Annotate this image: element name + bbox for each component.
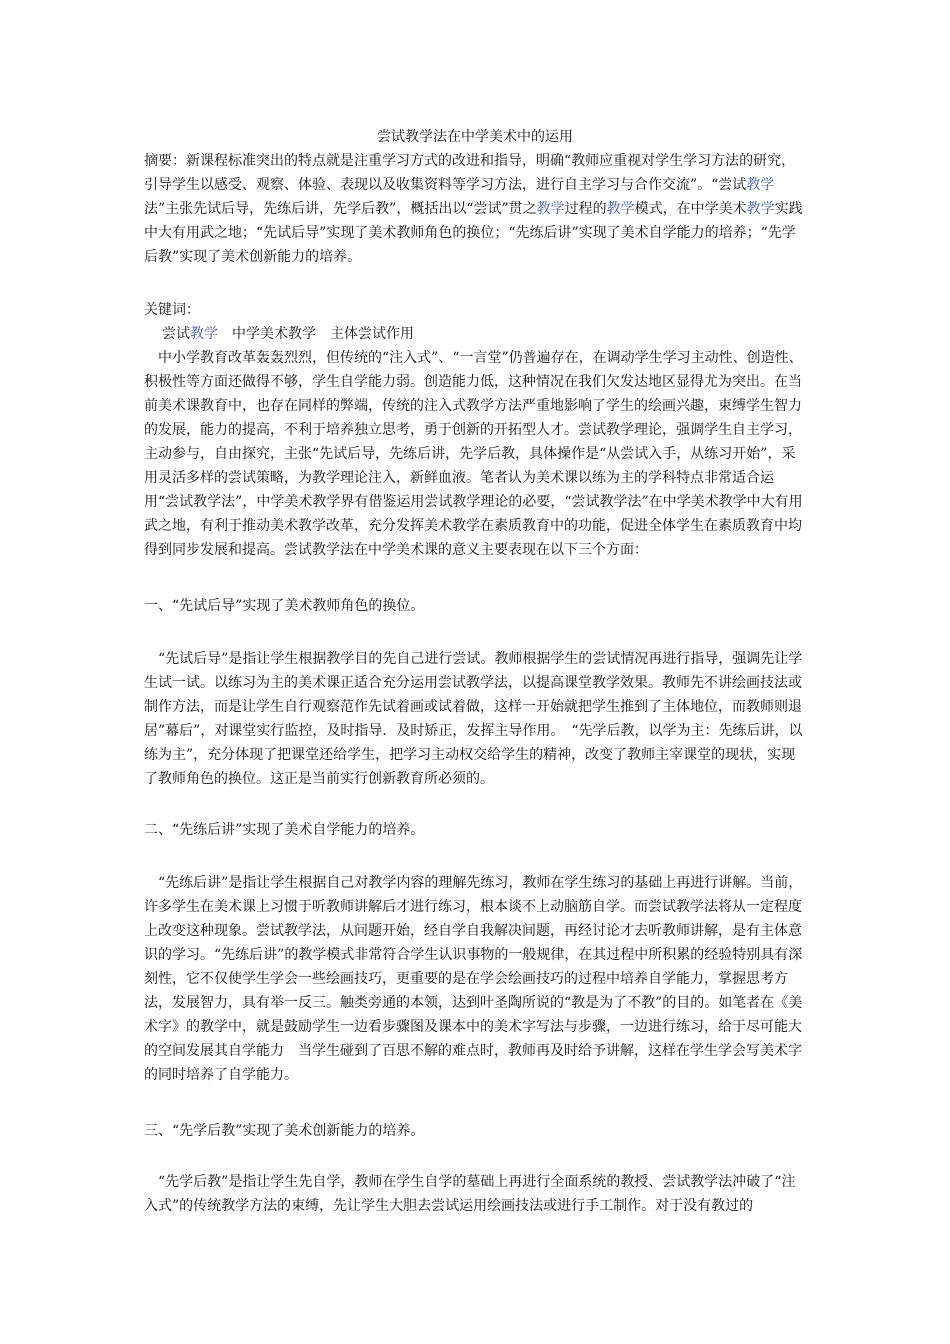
abstract-text-1: 摘要：新课程标准突出的特点就是注重学习方式的改进和指导，明确“教师应重视对学生学习方法的研究，引导学生以感受、观察、体验、表现以及收集资料等学习方法，进行自主学习与合作交流”。“尝试	[144, 153, 796, 193]
section-3-heading: 三、“先学后教”实现了美术创新能力的培养。	[144, 1123, 425, 1139]
document-title: 尝试教学法在中学美术中的运用	[377, 129, 573, 145]
section-2-body: “先练后讲”是指让学生根据自己对教学内容的理解先练习，教师在学生练习的基础上再进行讲解。当前，许多学生在美术课上习惯于听教师讲解后才进行练习，根本谈不上动脑筋自学。而尝试教学法将从一定程度上改变这种现象。尝试教学法，从问题开始，经自学自我解决间题，再经讨论才去听教师讲解，是有主体意识的学习。“先练后讲”的教学模式非常符合学生认识事物的一般规律，在其过程中所积累的经验特别具有深刻性，它不仅使学生学会一些绘画技巧，更重要的是在学会绘画技巧的过程中培养自学能力，掌握思考方法，发展智力，具有举一反三。触类旁通的本领，达到叶圣陶所说的“教是为了不教”的目的。如笔者在《美术字》的教学中，就是鼓励学生一边看步骤图及课本中的美术字写法与步骤，一边进行练习，给于尽可能大的空间发展其自学能力 当学生碰到了百思不解的难点时，教师再及时给予讲解，这样在学生学会写美术字的同时培养了自学能力。	[144, 875, 803, 1083]
abstract-link-3[interactable]: 教学	[606, 201, 635, 217]
abstract-paragraph	[144, 149, 809, 269]
abstract-text-2: 法”主张先试后导，先练后讲，先学后教”，概括出以“尝试”贯之	[144, 201, 537, 217]
abstract-link-4[interactable]: 教学	[746, 201, 775, 217]
section-1-heading: 一、“先试后导”实现了美术教师角色的换位。	[144, 598, 425, 614]
section-3-body: “先学后教”是指让学生先自学，教师在学生自学的墓础上再进行全面系统的教授、尝试教学法冲破了“注入式”的传统教学方法的束缚，先让学生大胆去尝试运用绘画技法或进行手工制作。对于没有教过的	[144, 1174, 796, 1214]
abstract-text-5: 实践中大有用武之地；“先试后导”实现了美术教师角色的换位；“先练后讲”实现了美术自学能力的培养；“先学后教”实现了美术创新能力的培养。	[144, 201, 803, 265]
section-2-heading: 二、“先练后讲”实现了美术自学能力的培养。	[144, 822, 425, 838]
intro-paragraph: 中小学教育改革轰轰烈烈，但传统的“注入式”、“一言堂”仍普遍存在，在调动学生学习主动性、创造性、积极性等方面还做得不够，学生自学能力弱。创造能力低，这种情况在我们欠发达地区显得尤为突出。在当前美术课教育中，也存在同样的弊端，传统的注入式教学方法严重地影响了学生的绘画兴趣，束缚学生智力的发展，能力的提高，不利于培养独立思考，勇于创新的开拓型人才。尝试教学理论，强调学生自主学习，主动参与，自由探究，主张“先试后导，先练后讲，先学后教，具体操作是“从尝试入手，从练习开始”，采用灵活多样的尝试策略，为教学理论注入，新鲜血液。笔者认为美术课以练为主的学科特点非常适合运用“尝试教学法”，中学美术教学界有借鉴运用尝试教学理论的必要，“尝试教学法”在中学美术教学中大有用武之地，有利于推动美术教学改革，充分发挥美术教学在素质教育中的功能，促进全体学生在素质教育中均得到同步发展和提高。尝试教学法在中学美术课的意义主要表现在以下三个方面：	[144, 350, 803, 558]
abstract-link-1[interactable]: 教学	[746, 177, 775, 193]
abstract-text-3: 过程的	[564, 201, 607, 217]
keyword-rest: 中学美术教学 主体尝试作用	[218, 326, 414, 342]
abstract-link-2[interactable]: 教学	[536, 201, 565, 217]
abstract-text-4: 模式，在中学美术	[634, 201, 747, 217]
keywords-label: 关键词：	[144, 302, 200, 318]
keywords-list	[144, 322, 809, 346]
section-1-body: “先试后导”是指让学生根据教学目的先自己进行尝试。教师根据学生的尝试情况再进行指导，强调先让学生试一试。以练习为主的美术课正适合充分运用尝试教学法，以提高课堂教学效果。教师先不讲绘画技法或制作方法，而是让学生自行观察范作先试着画或试着做，这样一开始就把学生推到了主体地位，而教师则退居”幕后”，对课堂实行监控，及时指导．及时矫正，发挥主导作用。 “先学后教，以学为主：先练后讲，以练为主”，充分体现了把课堂还给学生，把学习主动权交给学生的精神，改变了教师主宰课堂的现状，实现了教师角色的换位。这正是当前实行创新教育所必须的。	[144, 651, 803, 787]
keyword-link[interactable]: 教学	[190, 326, 218, 342]
keyword-text: 尝试	[162, 326, 190, 342]
